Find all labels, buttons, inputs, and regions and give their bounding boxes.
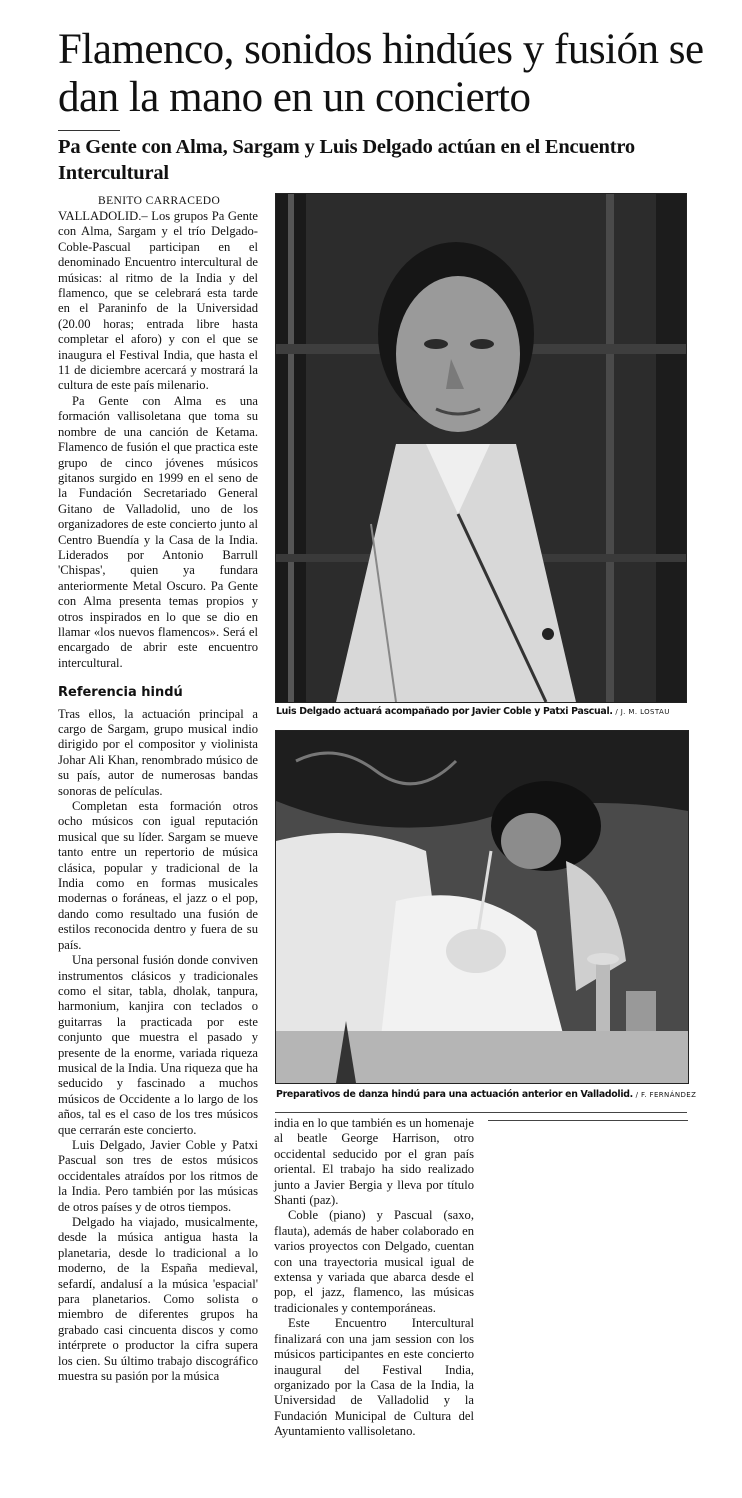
paragraph: Tras ellos, la actuación principal a cargo de Sargam, grupo musical indio dirigido por el compositor y violinista Johar Ali Khan, renombrado músico de su país, autor de numerosas bandas sonoras de películas. (58, 706, 258, 798)
photo-portrait (275, 193, 687, 703)
column-continuation (274, 1116, 474, 1440)
photo-credit: / J. M. LOSTAU (615, 708, 670, 716)
paragraph: Una personal fusión donde conviven instrumentos clásicos y tradicionales como el sitar, tabla, dholak, tanpura, harmonium, kanjira con teclados o guitarras la practicada por este conjunto que muestra el pasado y presente de la enorme, variada riqueza musical de la India. Una riqueza que ha seducido y fascinado a muchos músicos de Occidente a lo largo de los años, tal es el caso de los tres músicos que cerrarán este concierto. (58, 953, 258, 1137)
caption-rule (275, 1112, 687, 1113)
caption-text: Preparativos de danza hindú para una actuación anterior en Valladolid. (276, 1089, 633, 1100)
deck: Pa Gente con Alma, Sargam y Luis Delgado actúan en el Encuentro Intercultural (58, 136, 635, 184)
paragraph: Luis Delgado, Javier Coble y Patxi Pascual son tres de estos músicos occidentales atraídos por los ritmos de la India. Pero también por las músicas de otros países y de otros tiempos. (58, 1137, 258, 1214)
subhead: Referencia hindú (58, 685, 183, 701)
paragraph: india en lo que también es un homenaje al beatle George Harrison, otro occidental seducido por el gran país oriental. El trabajo ha sido realizado junto a Javier Bergia y lleva por título Shanti (paz). (274, 1116, 474, 1208)
caption-text: Luis Delgado actuará acompañado por Javier Coble y Patxi Pascual. (276, 706, 613, 717)
paragraph: Este Encuentro Intercultural finalizará con una jam session con los músicos participantes en este concierto inaugural del Festival India, organizado por la Casa de la India, la Universidad de Valladolid y la Fundación Municipal de Cultura del Ayuntamiento vallisoletano. (274, 1316, 474, 1439)
photo-dance (275, 730, 689, 1084)
photo-credit: / F. FERNÁNDEZ (635, 1091, 697, 1099)
paragraph: Delgado ha viajado, musicalmente, desde la música antigua hasta la planetaria, desde lo tradicional a lo moderno, de la España medieval, sefardí, andalusí a la música 'espacial' para planetarios. Como solista o miembro de diferentes grupos ha grabado casi cincuenta discos y como intérprete o productor la cifra supera los cien. Su último trabajo discográfico muestra su pasión por la música (58, 1215, 258, 1384)
paragraph: Completan esta formación otros ocho músicos con igual reputación musical que su líder. Sargam se mueve tanto entre un repertorio de música clásica, popular y tradicional de la India como en formas musicales modernas o foráneas, el jazz o el pop, dando como resultado una fusión de estilos reconocida dentro y fuera de su país. (58, 799, 258, 952)
paragraph: Coble (piano) y Pascual (saxo, flauta), además de haber colaborado en varios proyectos con Delgado, cuentan con una trayectoria musical igual de extensa y variada que abarca desde el pop, el jazz, flamenco, las músicas tradicionales y contemporáneas. (274, 1208, 474, 1315)
paragraph: VALLADOLID.– Los grupos Pa Gente con Alma, Sargam y el trío Delgado-Coble-Pascual participan en el denominado Encuentro intercultural de músicas: al ritmo de la India y del flamenco, que se celebrará esta tarde en el Paraninfo de la Universidad (20.00 horas; entrada libre hasta completar el aforo) y con el que se inaugura el Festival India, que hasta el 11 de diciembre acercará y mostrará la cultura de este país milenario. (58, 209, 258, 393)
column-left (58, 194, 258, 1384)
headline: Flamenco, sonidos hindúes y fusión se dan la mano en un concierto (58, 26, 704, 121)
column-rule (488, 1120, 688, 1121)
deck-rule (58, 130, 120, 131)
portrait-image (276, 194, 686, 702)
caption-2 (276, 1088, 696, 1102)
dance-image (276, 731, 688, 1083)
byline: BENITO CARRACEDO (98, 195, 221, 207)
paragraph: Pa Gente con Alma es una formación vallisoletana que toma su nombre de una canción de Ketama. Flamenco de fusión el que practica este grupo de cinco jóvenes músicos gitanos surgido en 1999 en el seno de la Fundación Secretariado General Gitano de Valladolid, uno de los organizadores de este concierto junto al Centro Buendía y la Casa de la India. Liderados por Antonio Barrull 'Chispas', quien ya fundara anteriormente Metal Oscuro. Pa Gente con Alma presenta temas propios y otros inspirados en lo que se dio en llamar «los nuevos flamencos». Será el encargado de abrir este encuentro intercultural. (58, 393, 258, 670)
caption-1 (276, 705, 670, 719)
